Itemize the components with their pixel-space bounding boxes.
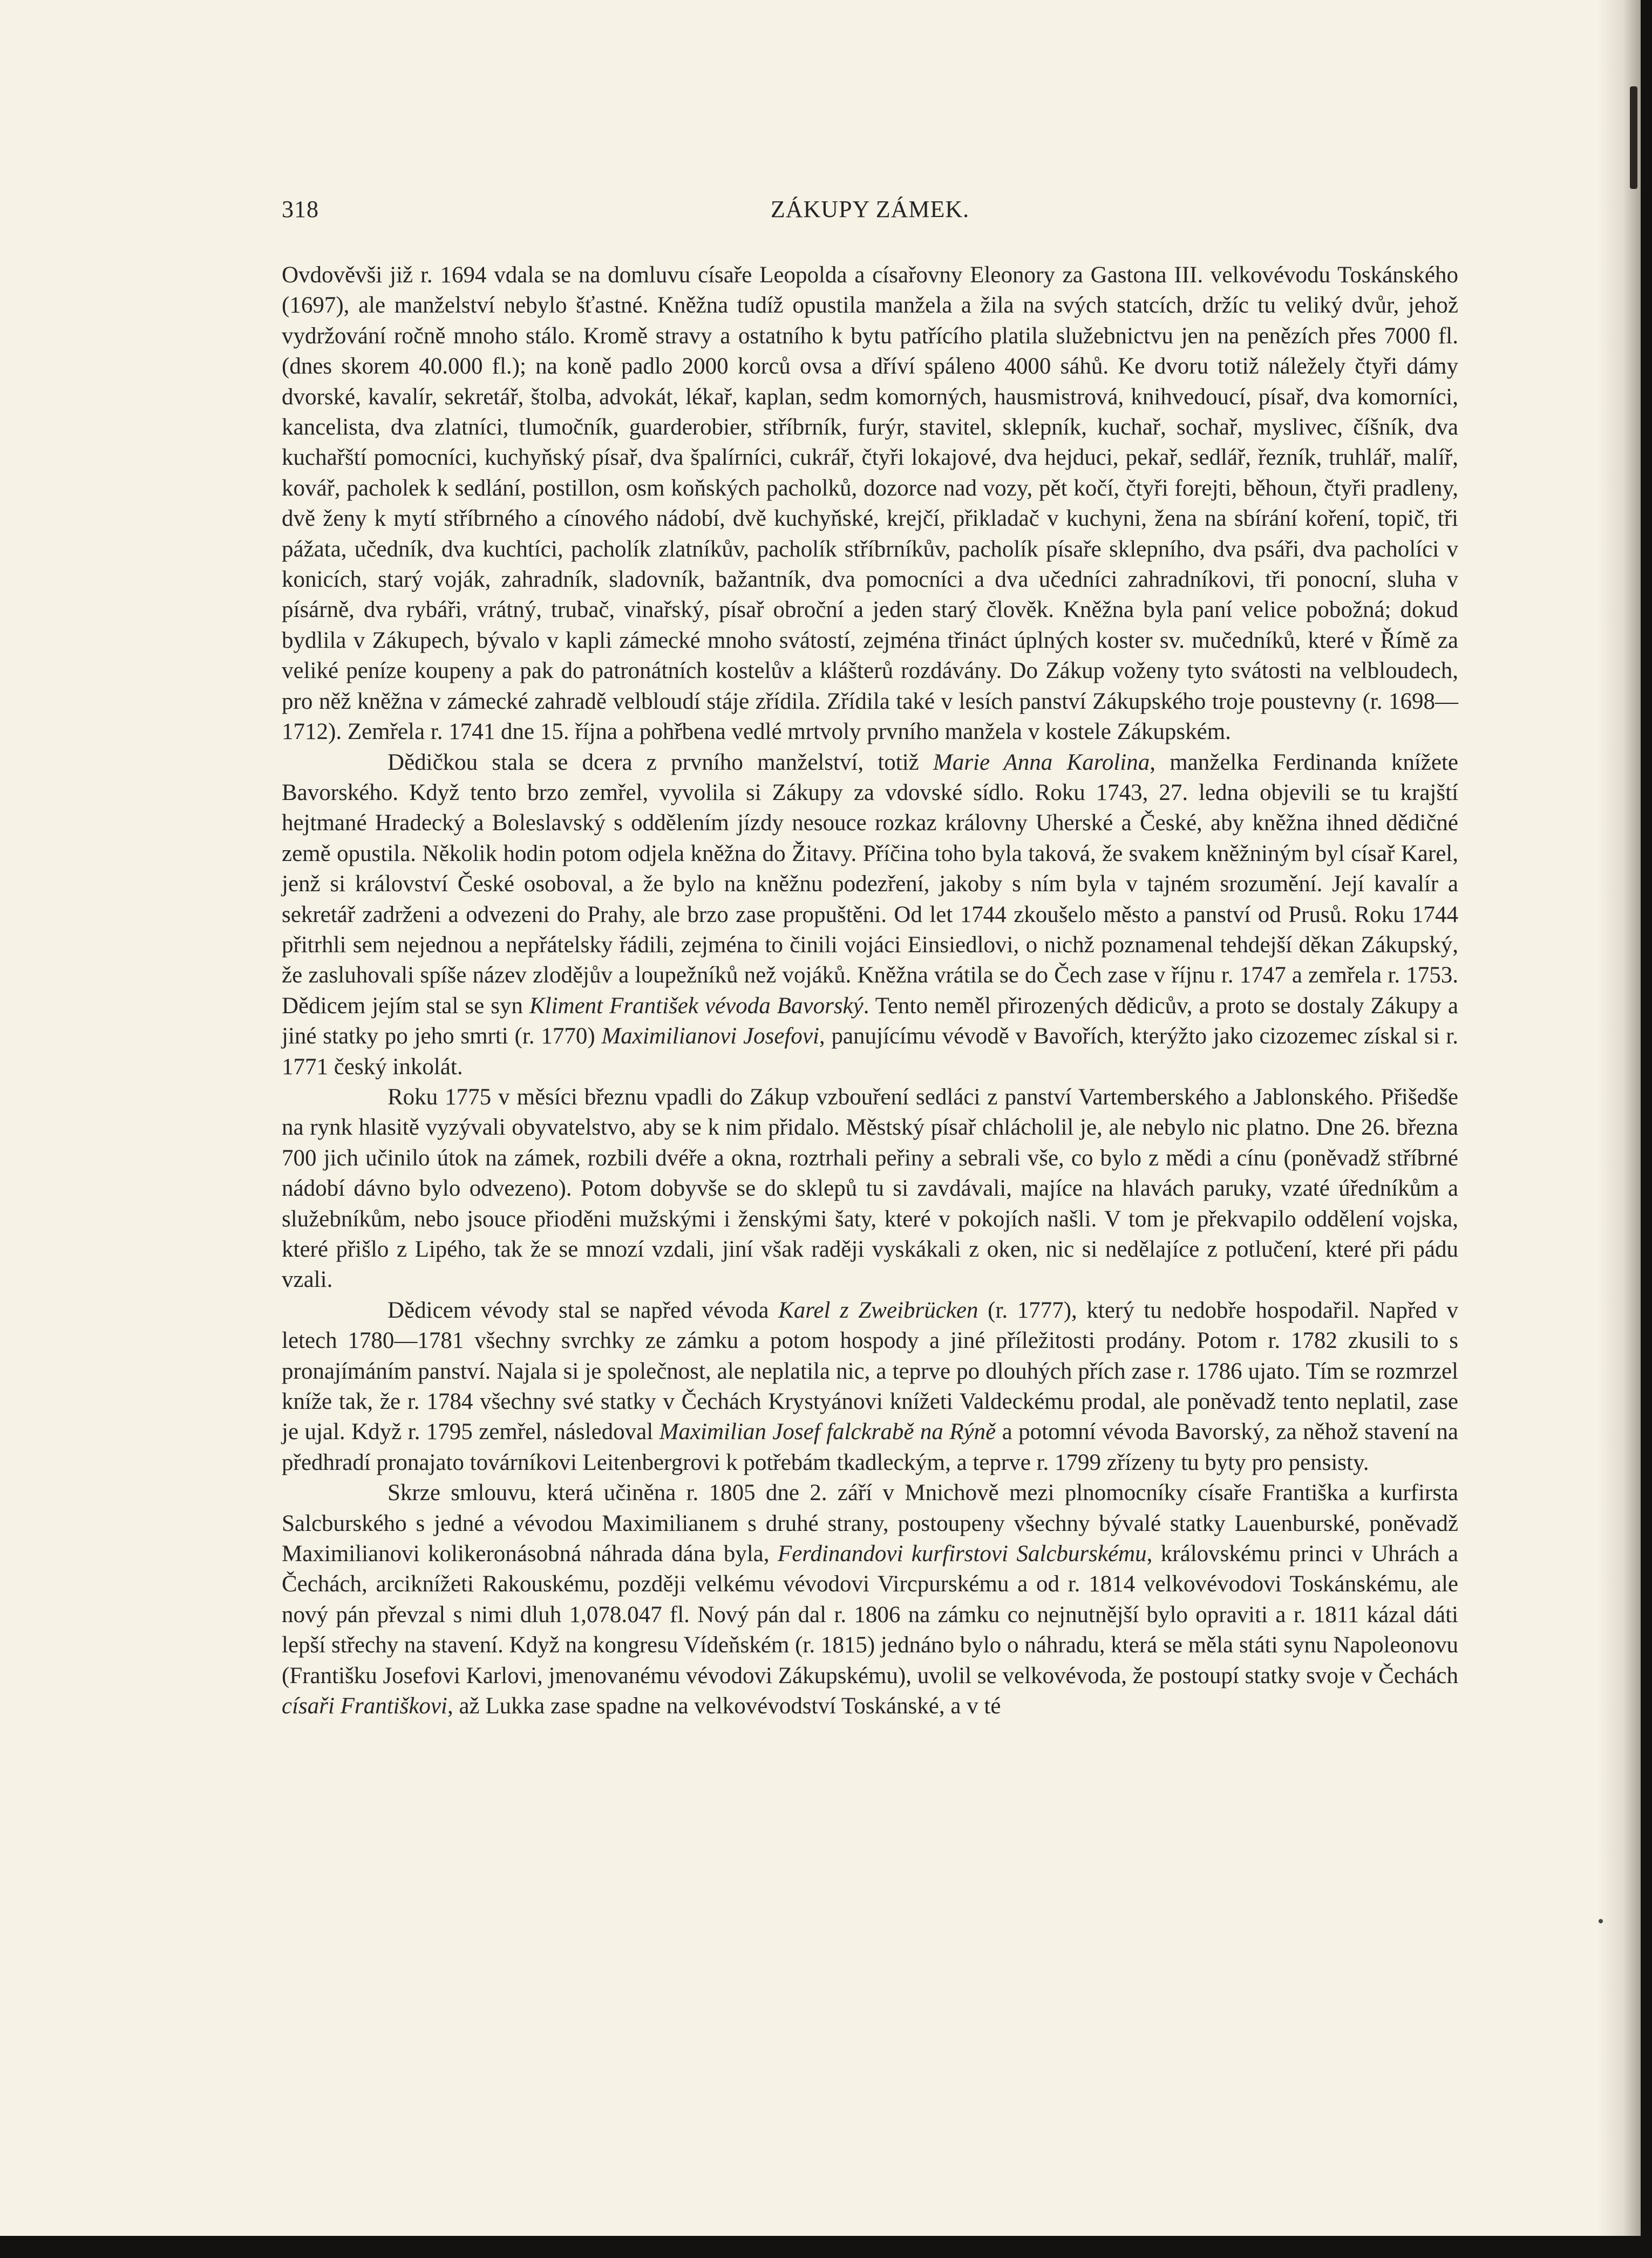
text-run: . Tento neměl přirozených dědicův, a proto se dostaly Zákupy a jiné statky po jeho smrti (r. 1770) xyxy=(282,993,1458,1049)
italic-name: Maximilianovi Josefovi xyxy=(601,1023,819,1049)
text-run: Ovdověvši již r. 1694 vdala se na domluvu císaře Leopolda a císařovny Eleonory za Gastona III. velkovévodu Toskánského (1697), ale manželství nebylo šťastné. Kněžna tudíž opustila manžela a žila na svých statcích, držíc tu veliký dvůr, jehož vydržování ročně mnoho stálo. Kromě stravy a ostatního k bytu patřícího platila služebnictvu jen na penězích přes 7000 fl. (dnes skorem 40.000 fl.); na koně padlo 2000 korců ovsa a dříví spáleno 4000 sáhů. Ke dvoru totiž náležely čtyři dámy dvorské, kavalír, sekretář, štolba, advokát, lékař, kaplan, sedm komorných, hausmistrová, knihvedoucí, písař, dva komorníci, kancelista, dva zlatníci, tlumočník, guarderobier, stříbrník, furýr, stavitel, sklepník, kuchař, sochař, myslivec, číšník, dva kuchařští pomocníci, kuchyňský písař, dva špalírníci, cukrář, čtyři lokajové, dva hejduci, pekař, sedlář, řezník, truhlář, malíř, kovář, pacholek k sedlání, postillon, osm koňských pacholků, dozorce nad vozy, pět kočí, čtyři forejti, běhoun, čtyři pradleny, dvě ženy k mytí stříbrného a cínového nádobí, dvě kuchyňské, krejčí, přikladač v kuchyni, žena na sbírání koření, topič, tři pážata, učedník, dva kuchtíci, pacholík zlatníkův, pacholík stříbrníkův, pacholík písaře sklepního, dva psáři, dva pacholíci v konicích, starý voják, zahradník, sladovník, bažantník, dva pomocníci a dva učedníci zahradníkovi, tři ponocní, sluha v písárně, dva rybáři, vrátný, trubač, vinařský, písař obroční a jeden starý člověk. Kněžna byla paní velice pobožná; dokud bydlila v Zákupech, bývalo v kapli zámecké mnoho svátostí, zejména třináct úplných koster sv. mučedníků, které v Římě za veliké peníze koupeny a pak do patronátních kostelův a klášterů rozdávány. Do Zákup voženy tyto svátosti na velbloudech, pro něž kněžna v zámecké zahradě velbloudí stáje zřídila. Zřídila také v lesích panství Zákupského troje poustevny (r. 1698—1712). Zemřela r. 1741 dne 15. října a pohřbena vedlé mrtvoly prvního manžela v kostele Zákupském. xyxy=(282,262,1458,745)
page-speck xyxy=(1599,1919,1603,1923)
text-run: (r. 1777), který tu nedobře hospodařil. Napřed v letech 1780—1781 všechny svrchky ze zámku a potom hospody a jiné příležitosti prodány. Potom r. 1782 zkusili to s pronajímáním panství. Najala si je společnost, ale neplatila nic, a teprve po dlouhých přích zase r. 1786 ujato. Tím se rozmrzel kníže tak, že r. 1784 všechny své statky v Čechách Krystyánovi knížeti Valdeckému prodal, ale poněvadž tento neplatil, zase je ujal. Když r. 1795 zemřel, následoval xyxy=(282,1297,1459,1445)
text-run: , až Lukka zase spadne na velkovévodství Toskánské, a v té xyxy=(447,1693,1001,1719)
paragraph xyxy=(282,260,1458,748)
text-run: Roku 1775 v měsíci březnu vpadli do Zákup vzbouření sedláci z panství Vartemberského a Jablonského. Přišedše na rynk hlasitě vyzývali obyvatelstvo, aby se k nim přidalo. Městský písař chlácholil je, ale nebylo nic platno. Dne 26. března 700 jich učinilo útok na zámek, rozbili dvéře a okna, roztrhali peřiny a sebrali vše, co bylo z mědi a cínu (poněvadž stříbrné nádobí dávno bylo odvezeno). Potom dobyvše se do sklepů tu si zavdávali, majíce na hlavách paruky, vzaté úředníkům a služebníkům, nebo jsouce přioděni mužskými i ženskými šaty, které v pokojích našli. V tom je překvapilo oddělení vojska, které přišlo z Lipého, tak že se mnozí vzdali, jiní však raději vyskákali z oken, nic si nedělajíce z potlučení, které při pádu vzali. xyxy=(282,1084,1458,1293)
text-run: Dědičkou stala se dcera z prvního manželství, totiž xyxy=(387,749,933,775)
italic-name: Ferdinandovi kurfirstovi Salcburskému xyxy=(777,1541,1147,1567)
body-text xyxy=(282,260,1458,1722)
italic-name: císaři Františkovi xyxy=(282,1693,447,1719)
page-number: 318 xyxy=(282,196,319,222)
page-title: ZÁKUPY ZÁMEK. xyxy=(770,196,970,222)
italic-name: Karel z Zweibrücken xyxy=(778,1297,978,1323)
running-head xyxy=(282,195,1458,228)
italic-name: Marie Anna Karolina xyxy=(933,749,1150,775)
paragraph xyxy=(282,1082,1458,1296)
paragraph xyxy=(282,1296,1458,1478)
text-run: , královskému princi v Uhrách a Čechách, arciknížeti Rakouskému, později velkému vévodovi Vircpurskému a od r. 1814 velkovévodovi Toskánskému, ale nový pán převzal s nimi dluh 1,078.047 fl. Nový pán dal r. 1806 na zámku co nejnutnější bylo opraviti a r. 1811 kázal dáti lepší střechy na stavení. Když na kongresu Vídeňském (r. 1815) jednáno bylo o náhradu, která se měla státi synu Napoleonovu (Františku Josefovi Karlovi, jmenovanému vévodovi Zákupskému), uvolil se velkovévoda, že postoupí statky svoje v Čechách xyxy=(282,1541,1459,1689)
text-run: , manželka Ferdinanda knížete Bavorského. Když tento brzo zemřel, vyvolila si Zákupy za vdovské sídlo. Roku 1743, 27. ledna objevili se tu krajští hejtmané Hradecký a Boleslavský s oddělením jízdy nesouce rozkaz královny Uherské a České, aby kněžna ihned dědičné země opustila. Několik hodin potom odjela kněžna do Žitavy. Příčina toho byla taková, že svakem kněžniným byl císař Karel, jenž si království České osoboval, a že bylo na kněžnu podezření, jakoby s ním byla v tajném srozumění. Její kavalír a sekretář zadrženi a odvezeni do Prahy, ale brzo zase propuštěni. Od let 1744 zkoušelo město a panství od Prusů. Roku 1744 přitrhli sem nejednou a nepřátelsky řádili, zejména to činili vojáci Einsiedlovi, o nichž poznamenal tehdejší děkan Zákupský, že zasluhovali spíše název zlodějův a loupežníků než vojáků. Kněžna vrátila se do Čech zase v říjnu r. 1747 a zemřela r. 1753. Dědicem jejím stal se syn xyxy=(282,749,1459,1019)
paragraph xyxy=(282,1478,1458,1721)
text-run: , panujícímu vévodě v Bavořích, kterýžto jako cizozemec získal si r. 1771 český inkolát. xyxy=(282,1023,1458,1080)
text-run: a potomní vévoda Bavorský, za něhož stavení na předhradí pronajato továrníkovi Leitenbergrovi k potřebám tkadleckým, a teprve r. 1799 zřízeny tu byty pro pensisty. xyxy=(282,1419,1458,1475)
italic-name: Maximilian Josef falckrabě na Rýně xyxy=(659,1419,996,1445)
italic-name: Kliment František vévoda Bavorský xyxy=(529,993,864,1019)
text-run: Skrze smlouvu, která učiněna r. 1805 dne 2. září v Mnichově mezi plnomocníky císaře Františka a kurfirsta Salcburského s jedné a vévodou Maximilianem s druhé strany, postoupeny všechny bývalé statky Lauenburské, poněvadž Maximilianovi kolikeronásobná náhrada dána byla, xyxy=(282,1480,1458,1567)
spine-mark xyxy=(1630,86,1637,189)
spine-shadow xyxy=(1597,0,1641,2236)
text-run: Dědicem vévody stal se napřed vévoda xyxy=(387,1297,779,1323)
paragraph xyxy=(282,748,1458,1082)
